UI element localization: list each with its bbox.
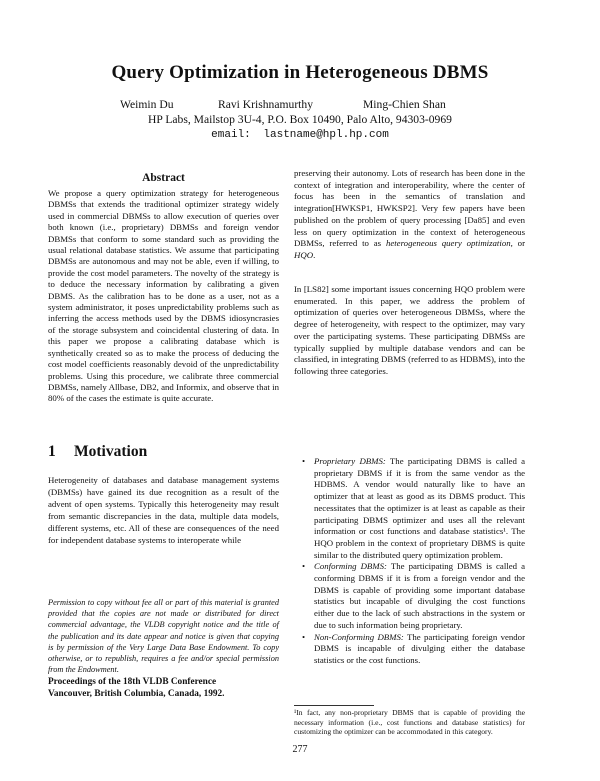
abstract-body: We propose a query optimization strategy for heterogeneous DBMSs that extends the traditional optimizer strategy widely used in commercial DBMSs to allow execution of queries over both known (i.e., proprietary) DBMSs and foreign vendor DBMSs that conform to some standard such as providing the usual relational database statistics. We assume that participating DBMSs are autonomous and may not be able, even if willing, to provide the cost model parameters. The novelty of the strategy is to deduce the necessary information by calibrating a given DBMS. As the calibration has to be done as a user, not as a system administrator, it poses unpredictability problems such as inferring the access methods used by the DBMS idiosyncrasies of the storage subsystem and coincidental clustering of data. In this paper we propose a calibrating database which is synthetically created so as to make the process of deducing the cost model coefficients reasonably devoid of the unpredictability problems. Using this procedure, we calibrate three commercial DBMSs, namely Allbase, DB2, and Informix, and observe that in 80% of the cases the estimate is quite accurate.	[48, 188, 279, 404]
author-name: Ravi Krishnamurthy	[218, 98, 313, 111]
email-line	[0, 129, 600, 141]
footnote: ¹In fact, any non-proprietary DBMS that is capable of providing the necessary information (i.e., cost functions and database statistics) for customizing the optimizer can be accommodated in this category.	[294, 708, 525, 737]
body-paragraph: In [LS82] some important issues concerning HQO problem were enumerated. In this paper, we address the problem of optimization of queries over heterogeneous DBMSs, where the degree of heterogeneity, with respect to the optimizer, may vary over the participating systems. These participating DBMSs are typically supplied by multiple database vendors and can be classified, in integrating DBMS (referred to as HDBMS), into the following three categories.	[294, 284, 525, 376]
abstract-heading: Abstract	[142, 172, 185, 184]
permission-notice: Permission to copy without fee all or part of this material is granted provided that the copies are not made or distributed for direct commercial advantage, the VLDB copyright notice and the title of the publication and its date appear and notice is given that copying is by permission of the Very Large Data Base Endowment. To copy otherwise, or to republish, requires a fee and/or special permission from the Endowment.	[48, 598, 279, 675]
category-list	[294, 456, 525, 667]
motivation-body: Heterogeneity of databases and database management systems (DBMSs) have gained its due recognition as a result of the advent of open systems. Typically this heterogeneity may result from semantic discrepancies in the data, multiple data models, different systems, etc. All of these are consequences of the need for independent database systems to interoperate while	[48, 475, 279, 546]
list-item-label: Non-Conforming DBMS:	[314, 631, 404, 642]
bullet-icon: •	[302, 561, 306, 572]
list-item-label: Proprietary DBMS:	[314, 456, 386, 466]
list-item-text: The participating foreign vendor DBMS is incapable of divulging either the database statistics or the cost functions.	[314, 631, 525, 665]
body-paragraph	[294, 168, 525, 262]
text-run: , or	[510, 238, 525, 249]
text-run: .	[313, 249, 316, 260]
section-title: Motivation	[74, 443, 148, 460]
footnote-divider	[294, 705, 374, 706]
section-number: 1	[48, 443, 56, 460]
text-run-italic: HQO	[294, 249, 314, 260]
list-item-text: The participating DBMS is called a proprietary DBMS if it is from the same vendor as the HDBMS. A vendor would naturally like to have an optimizer that at least as good as its DBMS product. This necessitates that the optimizer is at least as capable as their participating DBMS optimizer and uses all the relevant information or cost functions and database statistics¹. The HQO problem in the context of proprietary DBMS is quite similar to the distributed query optimization problem.	[314, 456, 525, 560]
proceedings-info	[48, 676, 279, 700]
list-item-text: The participating DBMS is called a conforming DBMS if it is from a foreign vendor and the DBMS is capable of providing some important database statistics but incapable of divulging the cost functions either due to the lack of such abstractions in the system or due to such information being proprietary.	[314, 561, 525, 630]
bullet-icon: •	[302, 631, 306, 642]
email-label: email:	[211, 129, 251, 141]
paper-title: Query Optimization in Heterogeneous DBMS	[111, 62, 489, 83]
author-name: Weimin Du	[120, 98, 174, 111]
section-heading	[48, 443, 279, 461]
bullet-icon: •	[302, 456, 306, 466]
page-number: 277	[292, 744, 308, 755]
proceedings-line: Vancouver, British Columbia, Canada, 1992.	[48, 689, 225, 699]
list-item-label: Conforming DBMS:	[314, 561, 387, 572]
author-name: Ming-Chien Shan	[363, 98, 446, 111]
email-address: lastname@hpl.hp.com	[263, 129, 389, 141]
list-item	[294, 632, 525, 667]
list-item	[294, 456, 525, 561]
list-item	[294, 561, 525, 631]
affiliation: HP Labs, Mailstop 3U-4, P.O. Box 10490, Palo Alto, 94303-0969	[148, 113, 452, 126]
text-run: preserving their autonomy. Lots of research has been done in the context of integration and interoperability, where the center of focus has been in the semantics of translation and integration[HWKSP1, HWKSP2]. Very few papers have been published on the problem of query processing [Da85] and even less on query optimization in the context of heterogeneous DBMSs, referred to as	[294, 168, 525, 249]
proceedings-line: Proceedings of the 18th VLDB Conference	[48, 677, 217, 687]
text-run-italic: heterogeneous query optimization	[385, 238, 511, 249]
